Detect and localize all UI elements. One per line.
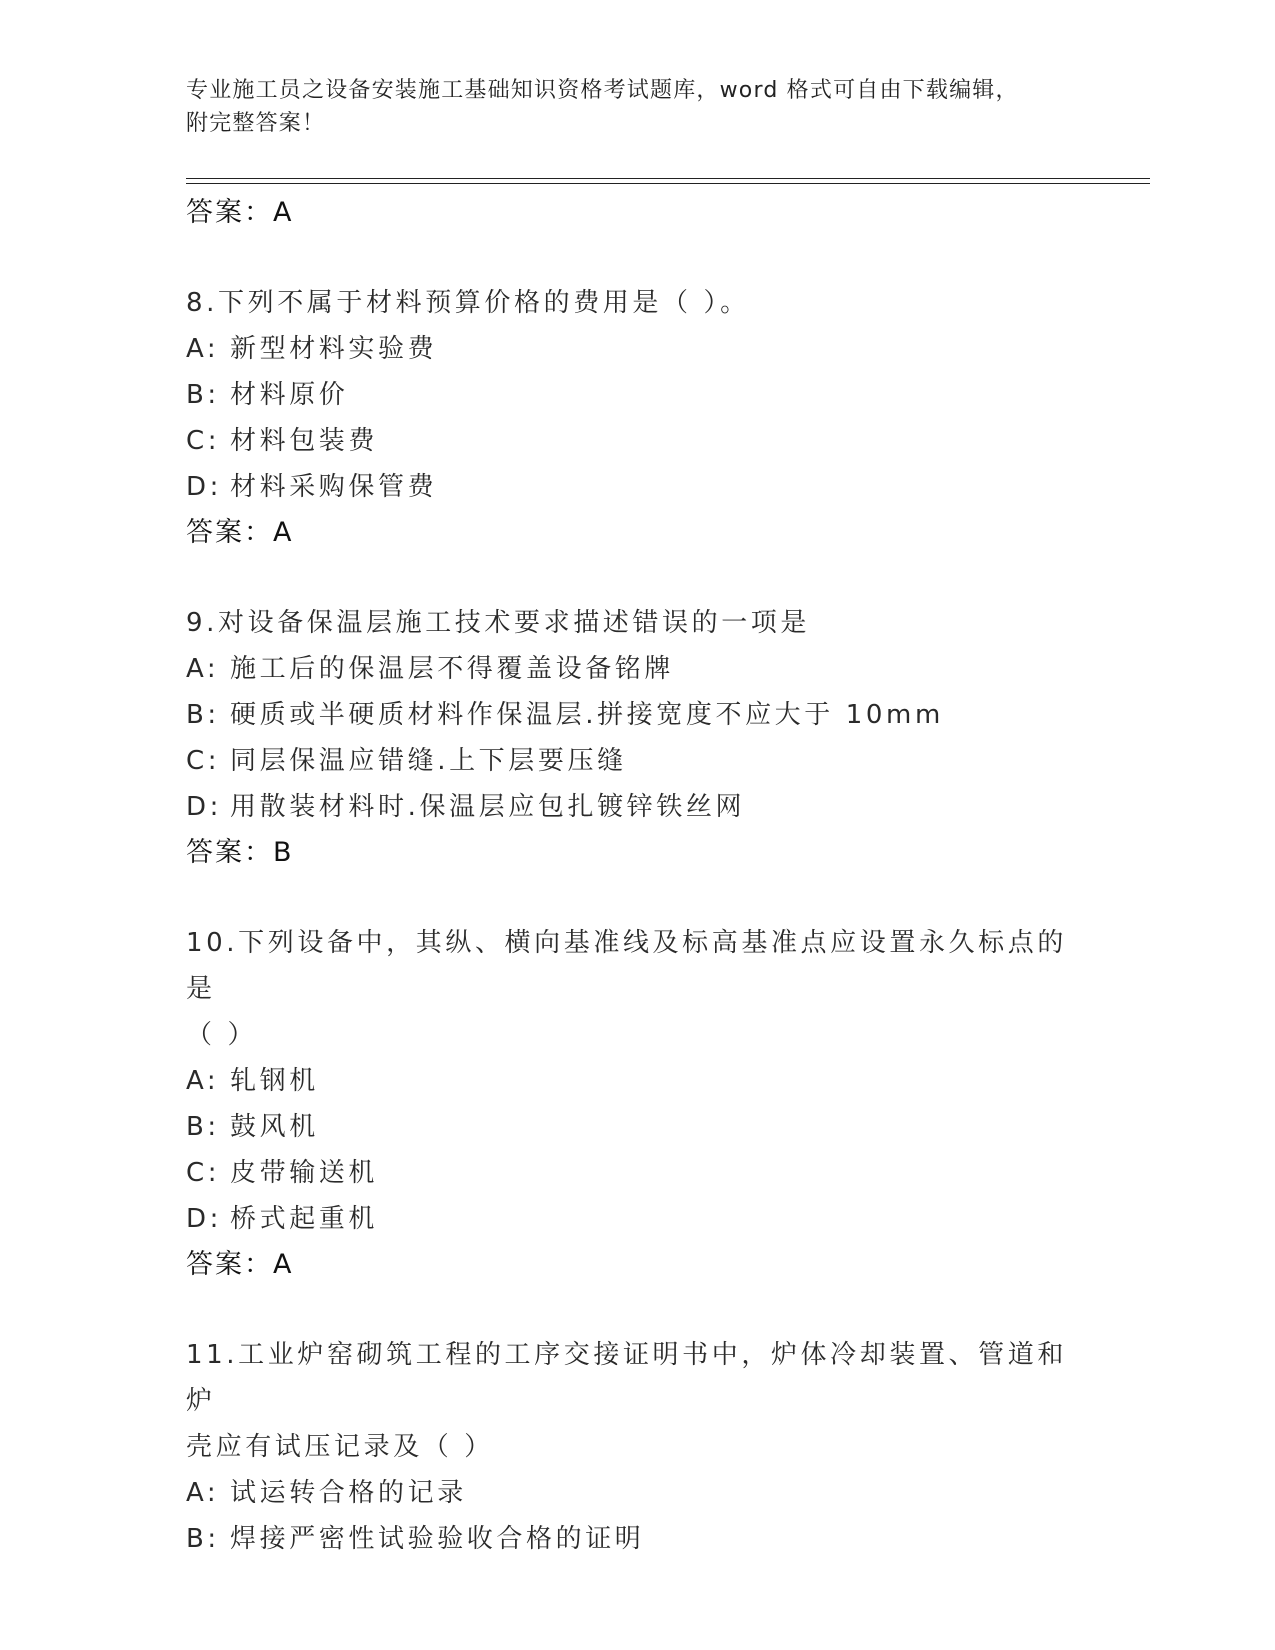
option-text: 试运转合格的记录 xyxy=(230,1478,467,1508)
option-d xyxy=(186,784,1086,830)
option-a xyxy=(186,326,1086,372)
document-body xyxy=(186,190,1086,1562)
answer-line: 答案：A xyxy=(186,517,294,548)
document-header xyxy=(186,74,1086,140)
question-block-8 xyxy=(186,280,1086,556)
option-key: B: xyxy=(186,700,220,730)
option-key: D: xyxy=(186,792,222,822)
option-text: 皮带输送机 xyxy=(230,1158,379,1188)
option-key: A: xyxy=(186,654,220,684)
option-text: 焊接严密性试验验收合格的证明 xyxy=(230,1524,645,1554)
option-text: 用散装材料时.保温层应包扎镀锌铁丝网 xyxy=(230,792,746,822)
option-key: A: xyxy=(186,1478,220,1508)
option-text: 硬质或半硬质材料作保温层.拼接宽度不应大于 10mm xyxy=(230,700,944,730)
option-a xyxy=(186,1058,1086,1104)
option-b xyxy=(186,372,1086,418)
option-key: C: xyxy=(186,746,221,776)
option-text: 材料采购保管费 xyxy=(230,472,438,502)
option-key: D: xyxy=(186,1204,222,1234)
question-block-9 xyxy=(186,600,1086,876)
option-key: B: xyxy=(186,1524,220,1554)
question-text-line-1: 10.下列设备中，其纵、横向基准线及标高基准点应设置永久标点的是 xyxy=(186,928,1067,1004)
option-text: 施工后的保温层不得覆盖设备铭牌 xyxy=(230,654,675,684)
option-c xyxy=(186,418,1086,464)
option-b xyxy=(186,1516,1086,1562)
answer-line: 答案：A xyxy=(186,1249,294,1280)
option-c xyxy=(186,1150,1086,1196)
option-text: 桥式起重机 xyxy=(230,1204,379,1234)
question-text-line-2: 壳应有试压记录及（ ） xyxy=(186,1432,494,1462)
header-divider-top xyxy=(186,178,1150,179)
question-text: 8.下列不属于材料预算价格的费用是（ ）。 xyxy=(186,288,750,318)
option-key: C: xyxy=(186,426,221,456)
header-line-1: 专业施工员之设备安装施工基础知识资格考试题库，word 格式可自由下载编辑， xyxy=(186,78,1019,103)
header-divider-bottom xyxy=(186,183,1150,184)
option-text: 轧钢机 xyxy=(230,1066,319,1096)
option-text: 鼓风机 xyxy=(230,1112,319,1142)
option-c xyxy=(186,738,1086,784)
option-b xyxy=(186,692,1086,738)
option-key: B: xyxy=(186,380,220,410)
option-key: B: xyxy=(186,1112,220,1142)
question-block-10 xyxy=(186,920,1086,1288)
option-key: D: xyxy=(186,472,222,502)
question-text-line-2: （ ） xyxy=(186,1020,258,1050)
header-line-2: 附完整答案！ xyxy=(186,111,326,136)
option-a xyxy=(186,1470,1086,1516)
option-text: 新型材料实验费 xyxy=(230,334,438,364)
question-text-line-1: 11.工业炉窑砌筑工程的工序交接证明书中，炉体冷却装置、管道和炉 xyxy=(186,1340,1067,1416)
option-d xyxy=(186,464,1086,510)
option-key: C: xyxy=(186,1158,221,1188)
answer-line: 答案：A xyxy=(186,197,294,228)
option-d xyxy=(186,1196,1086,1242)
option-key: A: xyxy=(186,1066,220,1096)
option-text: 材料包装费 xyxy=(230,426,379,456)
option-text: 材料原价 xyxy=(230,380,349,410)
answer-line: 答案：B xyxy=(186,837,294,868)
option-text: 同层保温应错缝.上下层要压缝 xyxy=(230,746,627,776)
option-key: A: xyxy=(186,334,220,364)
option-a xyxy=(186,646,1086,692)
question-text: 9.对设备保温层施工技术要求描述错误的一项是 xyxy=(186,608,811,638)
question-block-11 xyxy=(186,1332,1086,1562)
option-b xyxy=(186,1104,1086,1150)
